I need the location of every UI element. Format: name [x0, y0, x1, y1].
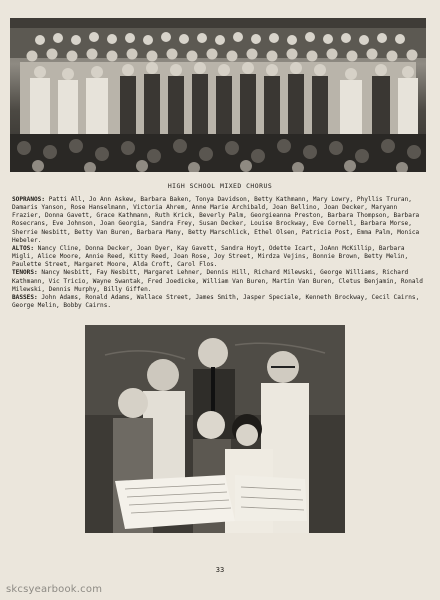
- section-names: Nancy Nesbitt, Fay Nesbitt, Margaret Lehner, Dennis Hill, Richard Milewski, George Williams, Richard Kathmann, Vic Tricio, Wayne Swantak, Fred Joedicke, William Van Buren, Martin Van Buren, Cletus Benjamin, Ronald Milewski, Dennis Murphy, Billy Giffen.: [12, 269, 423, 293]
- page-number: 33: [215, 566, 225, 574]
- section-label: TENORS:: [12, 269, 38, 277]
- section-names: Nancy Cline, Donna Decker, Joan Dyer, Kay Gavett, Sandra Hoyt, Odette Icart, JoAnn McKillip, Barbara Migli, Alice Moore, Annie Reed, Kitty Reed, Joan Rose, Joy Street, Mirdza Vejins, Bonnie Brown, Betty Melin, Paulette Street, Margaret Moore, Alda Croft, Carol Flos.: [12, 244, 409, 269]
- chorus-roster: [12, 196, 426, 310]
- section-label: SOPRANOS:: [12, 196, 46, 203]
- watermark: skcsyearbook.com: [6, 584, 103, 595]
- section-label: BASSES:: [12, 293, 38, 301]
- chorus-group-photo: [10, 18, 426, 172]
- section-label: ALTOS:: [12, 244, 35, 252]
- roster-sopranos: [12, 196, 426, 245]
- roster-basses: [12, 294, 426, 310]
- singers-group-photo: [85, 325, 345, 533]
- photo-caption: HIGH SCHOOL MIXED CHORUS: [167, 182, 273, 190]
- roster-tenors: [12, 269, 426, 293]
- section-names: Patti All, Jo Ann Askew, Barbara Baken, Tonya Davidson, Betty Kathmann, Mary Lowry, Phyllis Truran, Damaris Yanson, Rose Hanselmann, Victoria Ahrem, Anne Marie Archibald, Joan Bellino, Joan Decker, Maryann Frazier, Donna Gavett, Grace Kathmann, Ruth Krick, Beverly Palm, Georgieanna Preston, Barbara Thompson, Barbara Rosecrans, Eve Johnson, Joan Georgia, Sandra Frey, Susan Decker, Louise Brockway, Eve Cornell, Barbara Morse, Sherrie Nesbitt, Betty Van Buren, Barbara Many, Betty Marschlick, Ethel Olsen, Patricia Post, Emma Palm, Monica Hebeler.: [12, 196, 420, 244]
- roster-altos: [12, 245, 426, 269]
- section-names: John Adams, Ronald Adams, Wallace Street, James Smith, Jasper Speciale, Kenneth Brockway, Cecil Cairns, George Melin, Bobby Cairns.: [12, 293, 420, 310]
